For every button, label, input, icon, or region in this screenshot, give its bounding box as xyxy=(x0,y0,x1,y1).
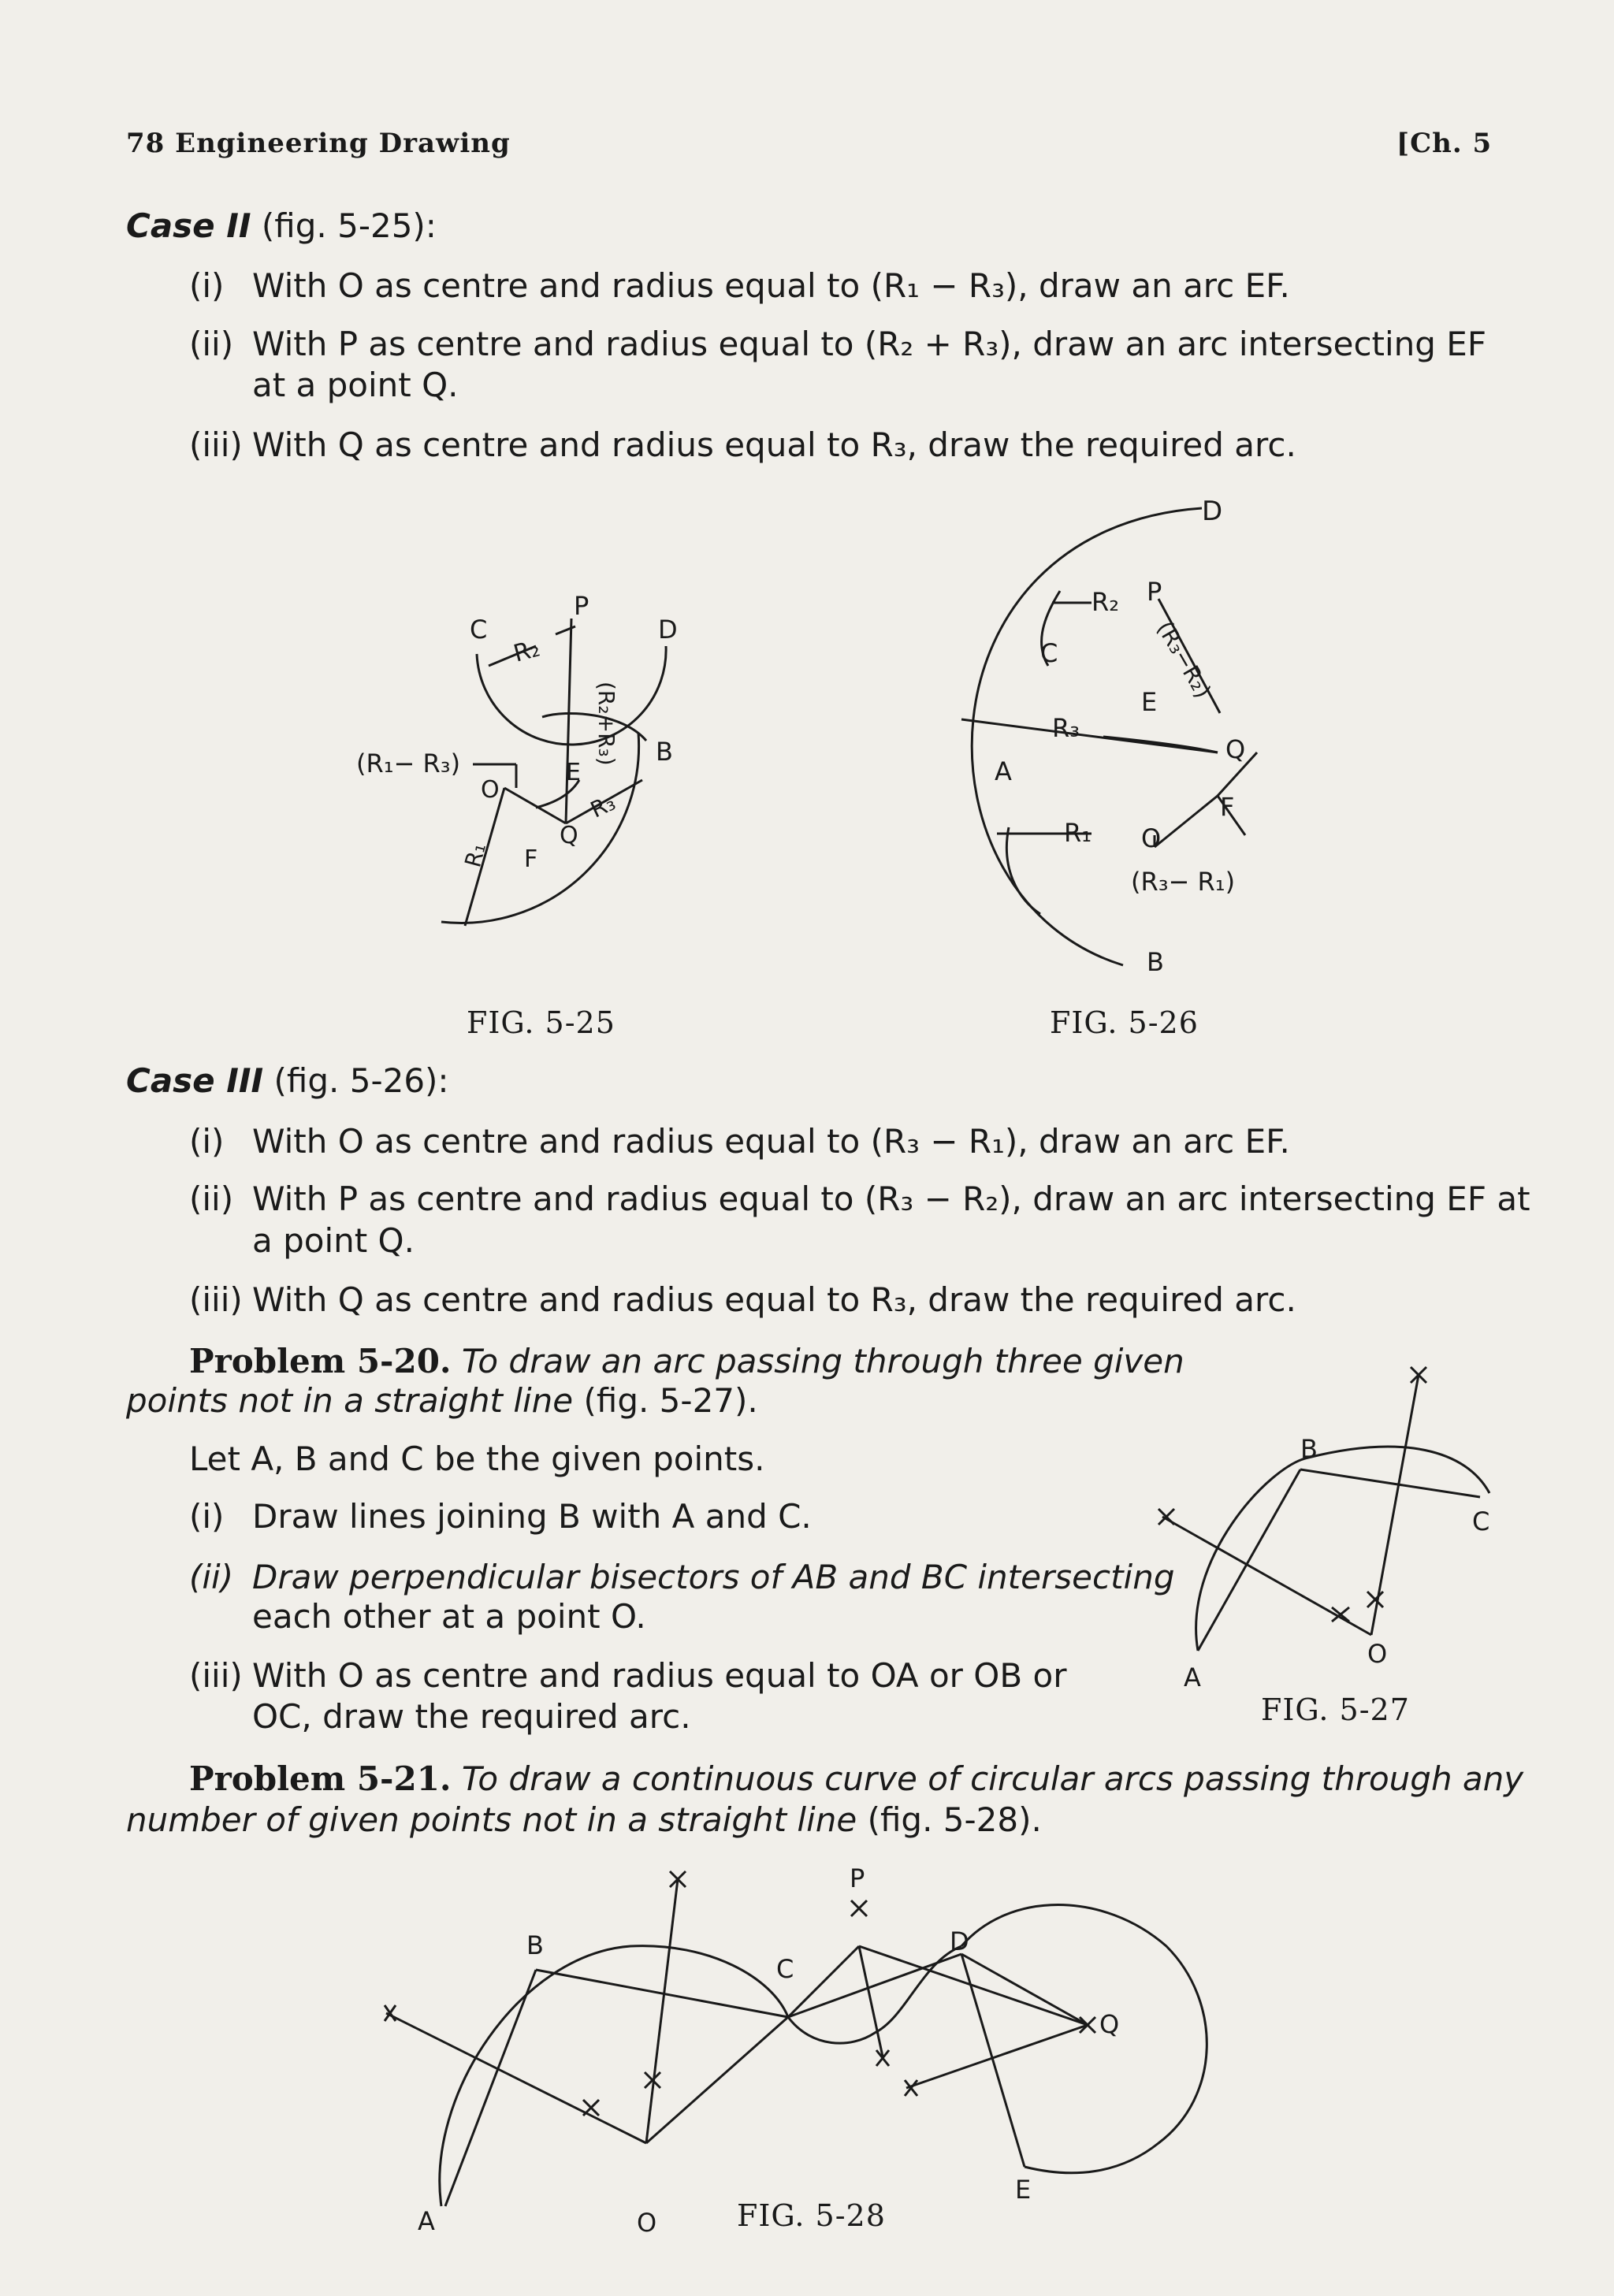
step-number: (ii) xyxy=(189,325,234,363)
problem-5-20-statement: To draw an arc passing through three given xyxy=(461,1342,1184,1380)
label-a: A xyxy=(1184,1663,1201,1692)
leader-p xyxy=(556,626,575,634)
step-number: (i) xyxy=(189,1122,225,1161)
label-d: D xyxy=(950,1926,969,1956)
step-text: With Q as centre and radius equal to R₃, draw the required arc. xyxy=(252,425,1296,464)
line-cd xyxy=(788,1954,961,2017)
figure-caption-5-26: FIG. 5-26 xyxy=(1050,1005,1199,1040)
label-q: Q xyxy=(1099,2009,1120,2039)
label-d: D xyxy=(1202,496,1223,527)
cross-mark xyxy=(583,2100,599,2116)
label-c: C xyxy=(776,1954,794,1984)
label-b: B xyxy=(1300,1434,1318,1464)
problem-5-21-statement-cont: number of given points not in a straight line xyxy=(126,1800,857,1839)
label-p: P xyxy=(574,591,589,621)
problem-5-21-statement: To draw a continuous curve of circular arcs passing through any xyxy=(461,1759,1524,1798)
label-c: C xyxy=(470,615,488,645)
line-ab xyxy=(1198,1469,1300,1651)
label-c: C xyxy=(1040,638,1058,668)
step-number: (iii) xyxy=(189,1656,243,1695)
label-r2-plus-r3: (R₂+R₃) xyxy=(593,682,619,766)
line-pq xyxy=(859,1946,1088,2025)
arc-de-circle xyxy=(961,1905,1207,2173)
step-text: Draw perpendicular bisectors of AB and BC intersecting xyxy=(252,1558,1175,1596)
label-d: D xyxy=(658,615,678,645)
problem-5-20-statement-cont: points not in a straight line xyxy=(126,1381,574,1420)
label-b: B xyxy=(1147,947,1164,977)
step-text: With P as centre and radius equal to (R₃ − R₂), draw an arc intersecting EF at xyxy=(252,1180,1530,1218)
problem-5-20-let: Let A, B and C be the given points. xyxy=(189,1440,765,1478)
label-r2: R₂ xyxy=(1091,587,1120,617)
problem-5-20-step-1 xyxy=(189,1495,812,1538)
label-r3-minus-r2: (R₃−R₂) xyxy=(1151,616,1217,703)
label-r1-minus-r3: (R₁− R₃) xyxy=(356,749,461,778)
label-p: P xyxy=(850,1863,865,1893)
label-b: B xyxy=(656,737,673,767)
label-r1: R₁ xyxy=(1064,818,1092,848)
problem-5-21-line2 xyxy=(126,1800,1042,1841)
label-r3: R₃ xyxy=(586,789,619,823)
figure-5-26 xyxy=(961,496,1257,977)
step-text: With Q as centre and radius equal to R₃, draw the required arc. xyxy=(252,1280,1296,1319)
problem-5-20-step-2 xyxy=(189,1556,1174,1599)
line-ab xyxy=(445,1970,536,2206)
line-oc xyxy=(646,2017,788,2143)
label-o: O xyxy=(637,2208,657,2238)
label-f: F xyxy=(1220,792,1235,822)
case3-heading xyxy=(126,1061,449,1100)
case3-step-2 xyxy=(189,1178,1530,1220)
label-o: O xyxy=(481,776,500,804)
label-f: F xyxy=(524,845,538,873)
problem-5-20-line1 xyxy=(189,1341,1184,1382)
step-text: With O as centre and radius equal to OA or OB or xyxy=(252,1656,1067,1695)
label-e: E xyxy=(566,759,581,786)
label-q: Q xyxy=(1225,734,1246,764)
line-r3 xyxy=(961,719,1218,752)
label-r1: R₁ xyxy=(459,840,492,871)
cross-mark xyxy=(851,1900,867,1916)
step-text: With P as centre and radius equal to (R₂ + R₃), draw an arc intersecting EF xyxy=(252,325,1486,363)
label-q: Q xyxy=(560,822,578,849)
running-header-right: [Ch. 5 xyxy=(1396,128,1493,159)
running-header-left: 78 Engineering Drawing xyxy=(126,128,511,159)
figure-caption-5-27: FIG. 5-27 xyxy=(1261,1692,1410,1727)
line-oq xyxy=(1155,796,1218,847)
label-c: C xyxy=(1472,1507,1490,1536)
problem-5-20-step-3-cont: OC, draw the required arc. xyxy=(252,1697,691,1736)
case3-step-3 xyxy=(189,1279,1296,1321)
problem-5-20-step-3 xyxy=(189,1655,1067,1697)
label-e: E xyxy=(1015,2175,1032,2205)
case3-step-2-cont: a point Q. xyxy=(252,1221,415,1260)
case2-ref: (fig. 5-25): xyxy=(261,206,437,245)
figure-caption-5-25: FIG. 5-25 xyxy=(467,1005,615,1040)
step-number: (i) xyxy=(189,1497,225,1536)
label-a: A xyxy=(995,756,1012,786)
bisector-ab xyxy=(386,2013,646,2143)
case2-step-2-cont: at a point Q. xyxy=(252,366,459,404)
line-cp xyxy=(788,1946,859,2017)
step-number: (ii) xyxy=(189,1558,234,1596)
bisector-ab xyxy=(1162,1517,1371,1635)
label-r3-minus-r1: (R₃− R₁) xyxy=(1131,867,1236,897)
bisector-bc xyxy=(646,1879,678,2143)
step-text: Draw lines joining B with A and C. xyxy=(252,1497,812,1536)
case3-title: Case III xyxy=(126,1061,264,1100)
bisector-de xyxy=(906,2025,1088,2088)
step-text: With O as centre and radius equal to (R₁ − R₃), draw an arc EF. xyxy=(252,266,1290,305)
problem-5-20-label: Problem 5-20. xyxy=(189,1342,452,1380)
problem-5-21-figref: (fig. 5-28). xyxy=(867,1800,1042,1839)
label-a: A xyxy=(418,2206,435,2236)
arc-a xyxy=(1006,827,1040,914)
figure-caption-5-28: FIG. 5-28 xyxy=(737,2198,886,2233)
label-e: E xyxy=(1141,687,1158,717)
problem-5-21-line1 xyxy=(189,1759,1523,1800)
problem-5-20-line2 xyxy=(126,1380,758,1421)
problem-5-21-label: Problem 5-21. xyxy=(189,1759,452,1798)
step-text: With O as centre and radius equal to (R₃ − R₁), draw an arc EF. xyxy=(252,1122,1290,1161)
cross-mark xyxy=(1080,2017,1095,2033)
case3-ref: (fig. 5-26): xyxy=(273,1061,449,1100)
line-oq xyxy=(504,788,566,823)
figure-5-28 xyxy=(385,1863,1207,2238)
label-o: O xyxy=(1141,823,1162,853)
cross-mark xyxy=(1367,1592,1383,1607)
label-r2: R₂ xyxy=(511,634,543,668)
label-b: B xyxy=(526,1930,544,1960)
label-r3: R₃ xyxy=(1052,713,1080,743)
step-number: (i) xyxy=(189,266,225,305)
line-bc xyxy=(1300,1469,1480,1497)
case3-step-1 xyxy=(189,1120,1290,1163)
label-o: O xyxy=(1367,1639,1388,1669)
cross-mark xyxy=(1158,1509,1174,1525)
step-number: (iii) xyxy=(189,1280,243,1319)
step-number: (ii) xyxy=(189,1180,234,1218)
step-number: (iii) xyxy=(189,425,243,464)
figure-5-25 xyxy=(356,591,678,926)
problem-5-20-figref: (fig. 5-27). xyxy=(583,1381,758,1420)
case2-title: Case II xyxy=(126,206,251,245)
arc-cd xyxy=(788,1946,961,2043)
problem-5-20-step-2-cont: each other at a point O. xyxy=(252,1597,646,1636)
figure-5-27 xyxy=(1158,1367,1489,1692)
label-p: P xyxy=(1147,577,1162,607)
